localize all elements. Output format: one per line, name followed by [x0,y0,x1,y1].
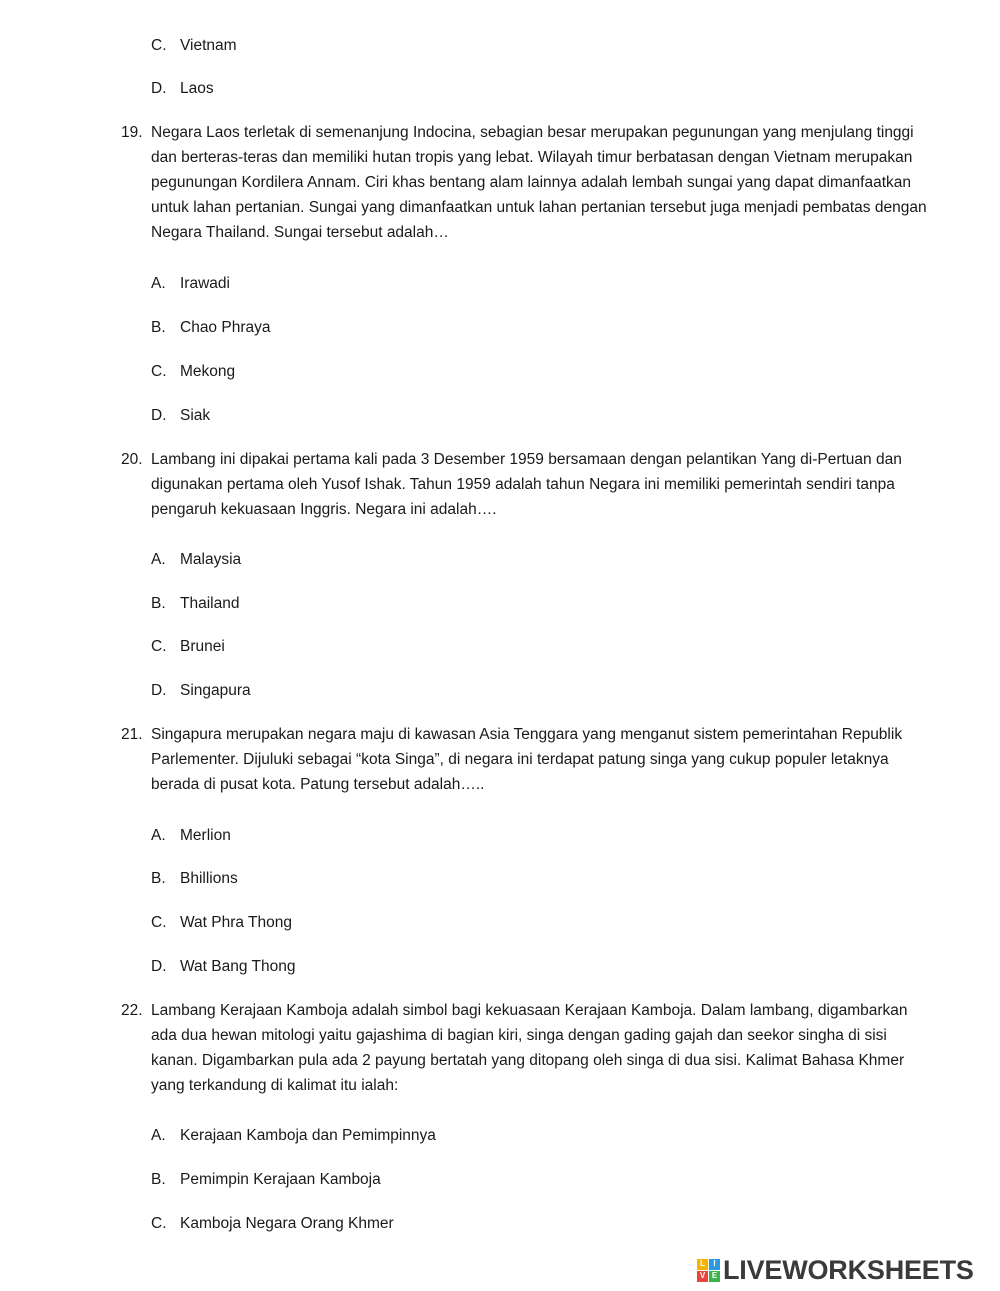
option-letter: D. [151,682,167,699]
option-letter: D. [151,958,167,975]
question-text: Negara Laos terletak di semenanjung Indocina, sebagian besar merupakan pegunungan yang menjulang tinggi dan berteras-teras dan memiliki hutan tropis yang lebat. Wilayah timur berbatasan dengan Vietnam merupakan pegunungan Kordilera Annam. Ciri khas bentang alam lainnya adalah lembah sungai yang dapat dimanfaatkan untuk lahan pertanian. Sungai yang dimanfaatkan untuk lahan pertanian tersebut juga menjadi pembatas dengan Negara Thailand. Sungai tersebut adalah… [151,124,927,241]
option-19-d[interactable] [151,406,210,426]
option-letter: A. [151,827,166,844]
logo-text: LIVEWORKSHEETS [723,1254,974,1285]
question-22 [121,998,936,1098]
option-letter: C. [151,363,167,380]
option-letter: C. [151,1215,167,1232]
option-letter: D. [151,80,167,97]
option-text: Siak [180,407,211,424]
option-19-c[interactable] [151,362,235,382]
question-20 [121,447,936,522]
question-19 [121,120,936,245]
logo-mark-i: I [709,1259,720,1270]
option-text: Irawadi [180,275,230,292]
option-letter: B. [151,870,166,887]
option-20-c[interactable] [151,637,225,657]
question-text: Lambang ini dipakai pertama kali pada 3 Desember 1959 bersamaan dengan pelantikan Yang di-Pertuan dan digunakan pertama oleh Yusof Ishak. Tahun 1959 adalah tahun Negara ini memiliki pemerintah sendiri tanpa pengaruh kekuasaan Inggris. Negara ini adalah…. [151,451,902,518]
option-text: Singapura [180,682,251,699]
option-letter: A. [151,551,166,568]
option-21-a[interactable] [151,826,231,846]
question-number: 22. [121,1002,143,1019]
option-text: Wat Phra Thong [180,914,293,931]
option-prev-d[interactable] [151,79,214,99]
option-text: Brunei [180,638,225,655]
option-text: Laos [180,80,214,97]
question-21 [121,722,936,797]
option-20-d[interactable] [151,681,251,701]
question-text: Singapura merupakan negara maju di kawasan Asia Tenggara yang menganut sistem pemerintahan Republik Parlementer. Dijuluki sebagai “kota Singa”, di negara ini terdapat patung singa yang cukup populer letaknya berada di pusat kota. Patung tersebut adalah….. [151,726,903,793]
option-text: Pemimpin Kerajaan Kamboja [180,1171,381,1188]
logo-mark-l: L [697,1259,708,1270]
liveworksheets-logo-icon [697,1259,720,1282]
option-letter: C. [151,914,167,931]
option-text: Chao Phraya [180,319,271,336]
option-text: Kamboja Negara Orang Khmer [180,1215,394,1232]
option-19-b[interactable] [151,318,270,338]
question-number: 19. [121,124,143,141]
logo-mark-e: E [709,1271,720,1282]
option-letter: C. [151,37,167,54]
question-number: 20. [121,451,143,468]
option-prev-c[interactable] [151,36,237,56]
option-letter: A. [151,275,166,292]
option-20-a[interactable] [151,550,241,570]
liveworksheets-logo[interactable] [697,1253,995,1287]
option-text: Bhillions [180,870,238,887]
option-letter: B. [151,595,166,612]
option-19-a[interactable] [151,274,230,294]
option-text: Thailand [180,595,240,612]
logo-mark-v: V [697,1271,708,1282]
option-text: Kerajaan Kamboja dan Pemimpinnya [180,1127,436,1144]
option-letter: D. [151,407,167,424]
option-21-b[interactable] [151,869,238,889]
option-letter: A. [151,1127,166,1144]
option-text: Vietnam [180,37,237,54]
option-letter: C. [151,638,167,655]
option-letter: B. [151,1171,166,1188]
option-text: Wat Bang Thong [180,958,296,975]
option-21-d[interactable] [151,957,295,977]
option-text: Mekong [180,363,236,380]
option-22-b[interactable] [151,1170,381,1190]
option-letter: B. [151,319,166,336]
question-text: Lambang Kerajaan Kamboja adalah simbol bagi kekuasaan Kerajaan Kamboja. Dalam lambang, digambarkan ada dua hewan mitologi yaitu gajashima di bagian kiri, singa dengan gading gajah dan seekor singha di sisi kanan. Digambarkan pula ada 2 payung bertatah yang ditopang oleh singa di dua sisi. Kalimat Bahasa Khmer yang terkandung di kalimat itu ialah: [151,1002,908,1094]
option-text: Merlion [180,827,231,844]
option-text: Malaysia [180,551,242,568]
option-22-c[interactable] [151,1214,394,1234]
question-number: 21. [121,726,143,743]
option-21-c[interactable] [151,913,292,933]
option-20-b[interactable] [151,594,239,614]
option-22-a[interactable] [151,1126,436,1146]
